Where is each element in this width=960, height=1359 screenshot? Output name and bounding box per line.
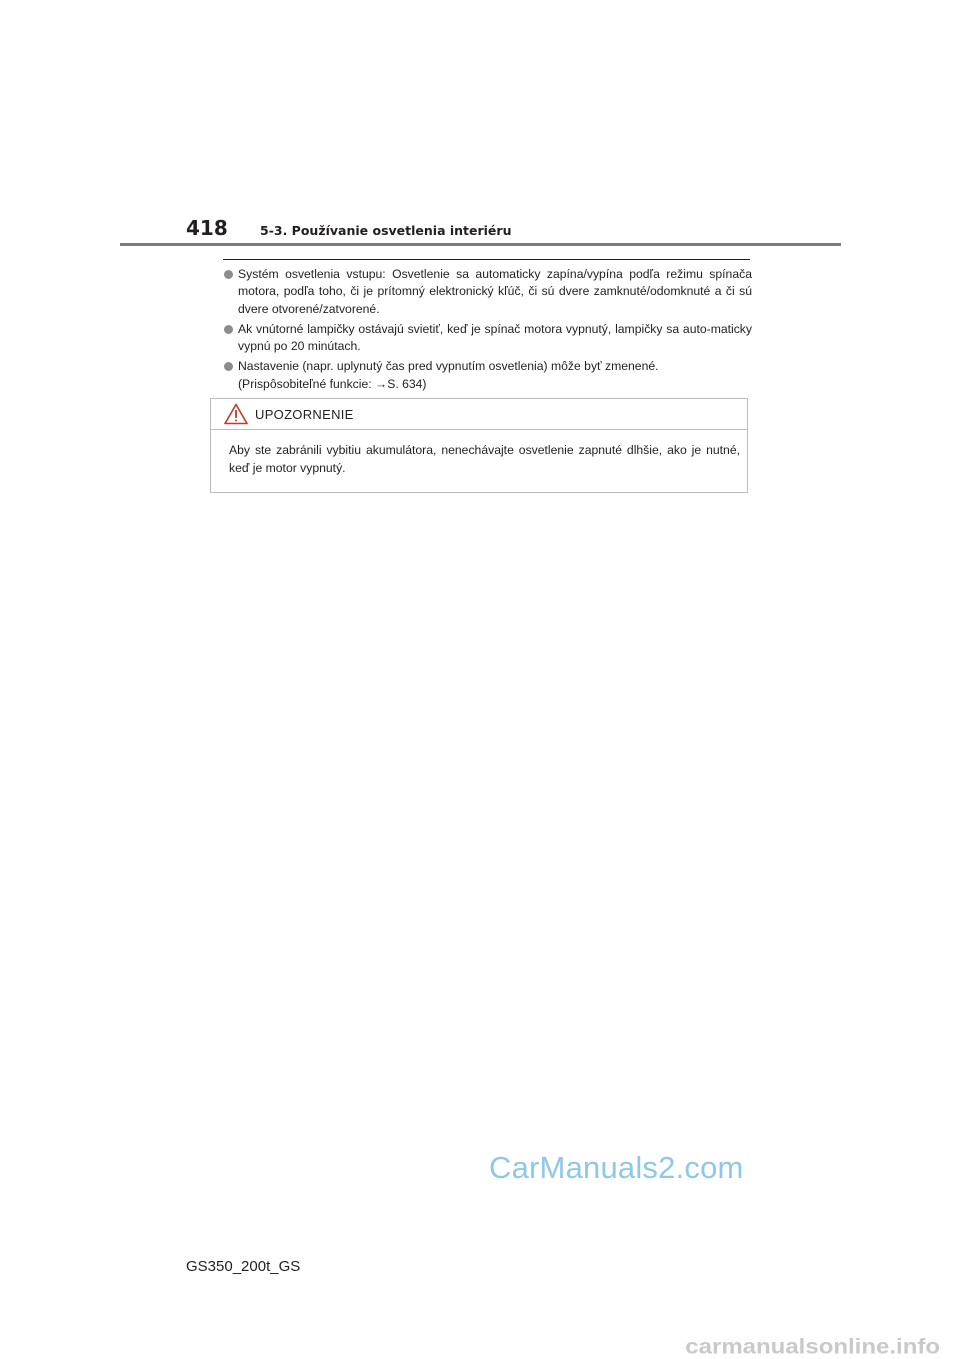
bullet-dot-icon (224, 325, 233, 334)
carmanuals-watermark: CarManuals2.com (489, 1150, 744, 1185)
content-top-divider (223, 259, 750, 260)
warning-triangle-icon (224, 403, 248, 425)
site-watermark-banner (0, 1334, 960, 1359)
list-item (224, 321, 752, 356)
section-title: 5-3. Používanie osvetlenia interiéru (260, 223, 512, 238)
list-item (224, 358, 752, 393)
bullet-list (224, 266, 752, 396)
bullet-text: Systém osvetlenia vstupu: Osvetlenie sa automaticky zapína/vypína podľa režimu spínača motora, podľa toho, či je prítomný elektronický kľúč, či sú dvere zamknuté/odomknuté a či sú dvere otvorené/zatvorené. (238, 267, 752, 316)
warning-box (210, 398, 748, 493)
warning-header (211, 399, 747, 430)
warning-label: UPOZORNENIE (255, 407, 354, 422)
bullet-text: Nastavenie (napr. uplynutý čas pred vypnutím osvetlenia) môže byť zmenené. (238, 359, 659, 374)
warning-body: Aby ste zabránili vybitiu akumulátora, nenechávajte osvetlenie zapnuté dlhšie, ako je nutné, keď je motor vypnutý. (229, 443, 740, 475)
header-divider (120, 243, 841, 246)
page-number: 418 (186, 216, 228, 240)
list-item (224, 266, 752, 318)
bullet-dot-icon (224, 270, 233, 279)
site-watermark: carmanualsonline.info (685, 1334, 940, 1359)
bullet-reference: (Prispôsobiteľné funkcie: →S. 634) (238, 376, 427, 391)
bullet-text: Ak vnútorné lampičky ostávajú svietiť, keď je spínač motora vypnutý, lampičky sa auto-maticky vypnú po 20 minútach. (238, 321, 752, 354)
page-header (0, 0, 960, 260)
bullet-dot-icon (224, 362, 233, 371)
model-code: GS350_200t_GS (186, 1258, 301, 1275)
